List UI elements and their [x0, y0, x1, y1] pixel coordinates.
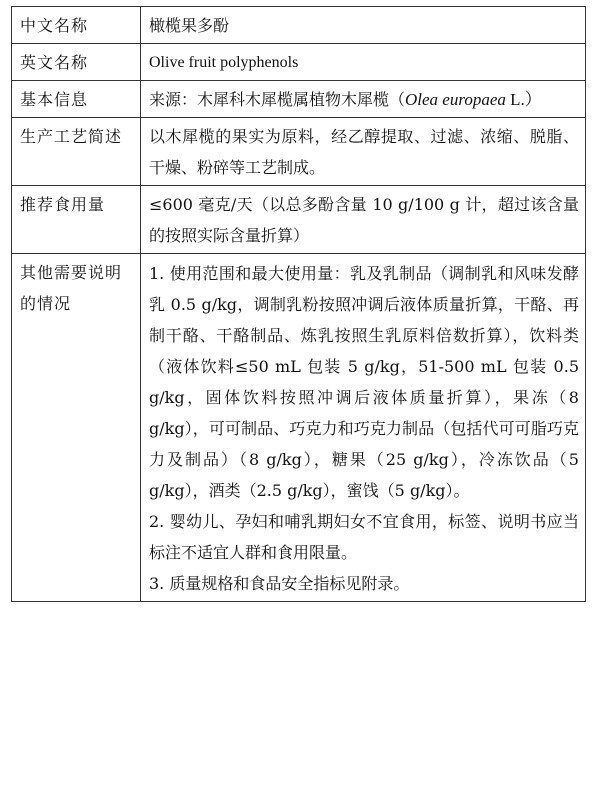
chinese-name-value: 橄榄果多酚 — [141, 7, 586, 44]
row-label: 基本信息 — [12, 81, 141, 118]
row-label: 其他需要说明的情况 — [12, 254, 141, 602]
source-suffix: L.） — [505, 90, 542, 109]
info-table — [11, 6, 586, 602]
row-label: 生产工艺简述 — [12, 118, 141, 186]
process-value: 以木犀榄的果实为原料，经乙醇提取、过滤、浓缩、脱脂、干燥、粉碎等工艺制成。 — [141, 118, 586, 186]
other-notes-value — [141, 254, 586, 602]
table-row — [12, 254, 586, 602]
list-item: 3. 质量规格和食品安全指标见附录。 — [149, 574, 410, 593]
basic-info-value — [141, 81, 586, 118]
scientific-name: Olea europaea — [405, 90, 506, 109]
notes-list — [149, 258, 579, 599]
table-row — [12, 7, 586, 44]
list-item: 2. 婴幼儿、孕妇和哺乳期妇女不宜食用，标签、说明书应当标注不适宜人群和食用限量。 — [149, 512, 579, 562]
table-row — [12, 44, 586, 81]
row-label: 中文名称 — [12, 7, 141, 44]
list-item: 1. 使用范围和最大使用量：乳及乳制品（调制乳和风味发酵乳 0.5 g/kg，调制乳粉按照冲调后液体质量折算，干酪、再制干酪、干酪制品、炼乳按照生乳原料倍数折算），饮料类（液体饮料≤50 mL 包装 5 g/kg，51-500 mL 包装 0.5 g/kg，固体饮料按照冲调后液体质量折算），果冻（8 g/kg），可可制品、巧克力和巧克力制品（包括代可可脂巧克力及制品）（8 g/kg），糖果（25 g/kg），冷冻饮品（5 g/kg），酒类（2.5 g/kg），蜜饯（5 g/kg）。 — [149, 264, 579, 500]
row-label: 推荐食用量 — [12, 186, 141, 254]
source-text: 来源：木犀科木犀榄属植物木犀榄（ — [149, 90, 406, 109]
english-name-value: Olive fruit polyphenols — [141, 44, 586, 81]
table-row — [12, 81, 586, 118]
row-label: 英文名称 — [12, 44, 141, 81]
recommended-intake-value: ≤600 毫克/天（以总多酚含量 10 g/100 g 计，超过该含量的按照实际含量折算） — [141, 186, 586, 254]
table-row — [12, 186, 586, 254]
table-row — [12, 118, 586, 186]
